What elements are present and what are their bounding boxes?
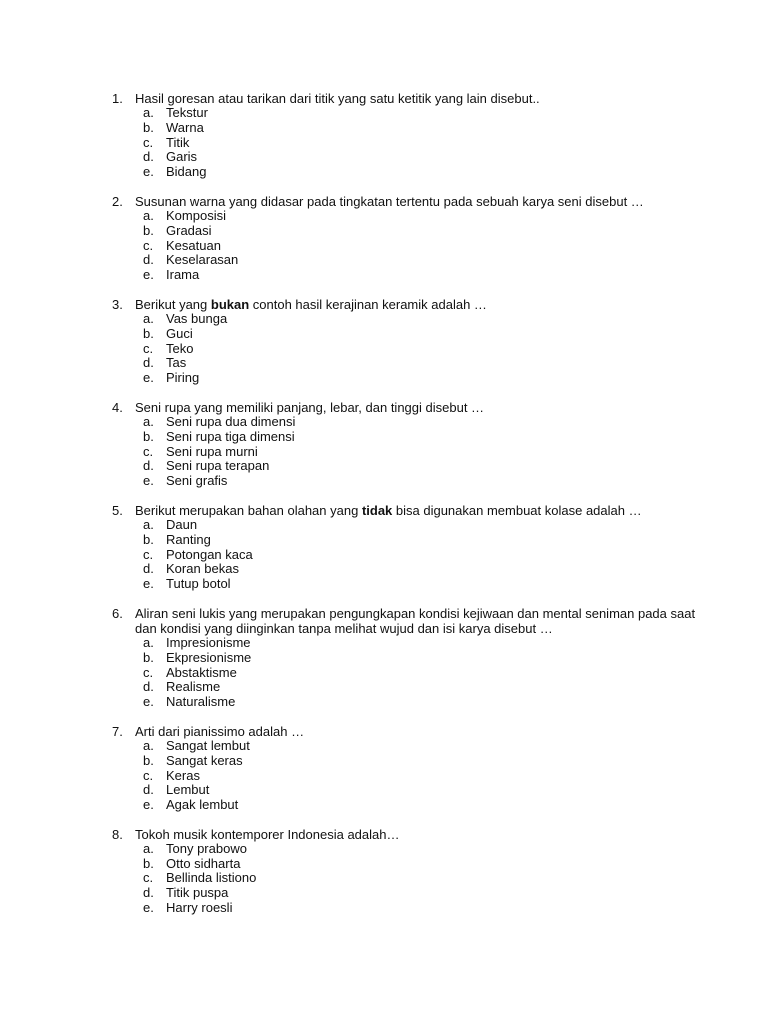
option-letter: e. — [143, 473, 154, 489]
question-text — [135, 297, 702, 312]
option-letter: a. — [143, 207, 154, 223]
answer-option — [143, 871, 702, 886]
option-text: Gradasi — [166, 222, 212, 238]
option-letter: e. — [143, 576, 154, 592]
question-item — [112, 297, 702, 386]
option-letter: b. — [143, 222, 154, 238]
option-list — [143, 106, 702, 180]
answer-option — [143, 783, 702, 798]
answer-option — [143, 415, 702, 430]
answer-option — [143, 739, 702, 754]
answer-option — [143, 356, 702, 371]
question-number: 2. — [112, 193, 123, 209]
option-text: Teko — [166, 340, 194, 356]
answer-option — [143, 474, 702, 489]
question-item — [112, 194, 702, 283]
option-text: Seni rupa dua dimensi — [166, 413, 296, 429]
option-text: Sangat keras — [166, 752, 243, 768]
question-number: 3. — [112, 296, 123, 312]
option-text: Titik — [166, 134, 190, 150]
option-letter: c. — [143, 237, 154, 253]
option-letter: c. — [143, 134, 154, 150]
option-letter: c. — [143, 664, 154, 680]
option-letter: c. — [143, 546, 154, 562]
question-text-part: Berikut yang — [135, 296, 211, 312]
option-letter: d. — [143, 252, 154, 268]
option-text: Komposisi — [166, 207, 226, 223]
question-text-part: bisa digunakan membuat kolase adalah … — [392, 502, 642, 518]
option-text: Tekstur — [166, 105, 208, 120]
option-letter: a. — [143, 105, 154, 120]
question-emphasis: bukan — [210, 296, 250, 312]
answer-option — [143, 886, 702, 901]
answer-option — [143, 562, 702, 577]
answer-option — [143, 666, 702, 681]
option-letter: b. — [143, 119, 154, 135]
option-text: Bidang — [166, 164, 207, 180]
question-item — [112, 724, 702, 813]
option-letter: e. — [143, 797, 154, 813]
question-line — [112, 400, 702, 415]
option-letter: c. — [143, 340, 154, 356]
question-text-part: Tokoh musik kontemporer Indonesia adalah… — [135, 826, 400, 842]
option-text: Lembut — [166, 782, 210, 798]
answer-option — [143, 136, 702, 151]
question-text — [135, 91, 702, 106]
question-text — [135, 400, 702, 415]
question-emphasis: tidak — [361, 502, 393, 518]
option-list — [143, 415, 702, 489]
option-text: Seni rupa tiga dimensi — [166, 428, 295, 444]
option-text: Seni rupa murni — [166, 443, 258, 459]
answer-option — [143, 312, 702, 327]
answer-option — [143, 209, 702, 224]
question-list — [112, 91, 702, 930]
question-number: 4. — [112, 399, 123, 415]
answer-option — [143, 518, 702, 533]
option-letter: e. — [143, 694, 154, 710]
option-letter: e. — [143, 370, 154, 386]
option-letter: b. — [143, 325, 154, 341]
option-text: Sangat lembut — [166, 737, 250, 753]
question-text-part: Aliran seni lukis yang merupakan pengungkapan kondisi kejiwaan dan mental seniman pada saat dan kondisi yang diinginkan tanpa melihat wujud dan isi karya disebut … — [135, 605, 696, 636]
option-letter: b. — [143, 531, 154, 547]
option-list — [143, 209, 702, 283]
option-text: Ekpresionisme — [166, 649, 252, 665]
option-text: Garis — [166, 149, 198, 165]
option-letter: d. — [143, 782, 154, 798]
option-text: Koran bekas — [166, 561, 239, 577]
question-text-part: Seni rupa yang memiliki panjang, lebar, dan tinggi disebut … — [135, 399, 485, 415]
question-item — [112, 91, 702, 180]
option-text: Keras — [166, 767, 200, 783]
question-item — [112, 827, 702, 916]
option-text: Guci — [166, 325, 193, 341]
question-text — [135, 827, 702, 842]
option-text: Seni grafis — [166, 473, 228, 489]
option-text: Vas bunga — [166, 310, 228, 326]
answer-option — [143, 150, 702, 165]
option-letter: c. — [143, 870, 154, 886]
question-line — [112, 606, 702, 636]
answer-option — [143, 680, 702, 695]
option-letter: e. — [143, 900, 154, 916]
answer-option — [143, 548, 702, 563]
option-text: Tutup botol — [166, 576, 231, 592]
answer-option — [143, 224, 702, 239]
option-letter: d. — [143, 561, 154, 577]
answer-option — [143, 268, 702, 283]
option-text: Piring — [166, 370, 200, 386]
answer-option — [143, 165, 702, 180]
question-item — [112, 503, 702, 592]
option-letter: e. — [143, 267, 154, 283]
question-number: 5. — [112, 502, 123, 518]
answer-option — [143, 857, 702, 872]
option-letter: a. — [143, 840, 154, 856]
option-letter: d. — [143, 885, 154, 901]
option-letter: d. — [143, 458, 154, 474]
option-text: Realisme — [166, 679, 221, 695]
option-text: Otto sidharta — [166, 855, 241, 871]
answer-option — [143, 327, 702, 342]
option-letter: a. — [143, 413, 154, 429]
option-text: Abstaktisme — [166, 664, 237, 680]
answer-option — [143, 239, 702, 254]
question-text-part: Arti dari pianissimo adalah … — [135, 723, 305, 739]
option-text: Kesatuan — [166, 237, 221, 253]
option-letter: c. — [143, 443, 154, 459]
option-text: Daun — [166, 516, 198, 532]
question-line — [112, 724, 702, 739]
question-text — [135, 606, 702, 636]
option-text: Potongan kaca — [166, 546, 253, 562]
question-number: 7. — [112, 723, 123, 739]
option-text: Harry roesli — [166, 900, 233, 916]
option-letter: b. — [143, 752, 154, 768]
question-item — [112, 400, 702, 489]
option-letter: a. — [143, 516, 154, 532]
option-list — [143, 842, 702, 916]
option-letter: a. — [143, 634, 154, 650]
answer-option — [143, 459, 702, 474]
question-text — [135, 724, 702, 739]
option-text: Tas — [166, 355, 187, 371]
answer-option — [143, 901, 702, 916]
option-text: Naturalisme — [166, 694, 236, 710]
option-text: Irama — [166, 267, 200, 283]
question-text-part: Hasil goresan atau tarikan dari titik yang satu ketitik yang lain disebut.. — [135, 91, 540, 106]
option-letter: a. — [143, 310, 154, 326]
question-line — [112, 194, 702, 209]
answer-option — [143, 798, 702, 813]
answer-option — [143, 695, 702, 710]
question-text-part: contoh hasil kerajinan keramik adalah … — [249, 296, 487, 312]
question-number: 6. — [112, 605, 123, 621]
answer-option — [143, 636, 702, 651]
option-text: Agak lembut — [166, 797, 239, 813]
question-text — [135, 503, 702, 518]
answer-option — [143, 842, 702, 857]
answer-option — [143, 430, 702, 445]
answer-option — [143, 577, 702, 592]
option-letter: b. — [143, 649, 154, 665]
answer-option — [143, 651, 702, 666]
option-text: Keselarasan — [166, 252, 239, 268]
answer-option — [143, 769, 702, 784]
option-list — [143, 312, 702, 386]
question-line — [112, 297, 702, 312]
option-letter: c. — [143, 767, 154, 783]
option-text: Impresionisme — [166, 634, 251, 650]
answer-option — [143, 342, 702, 357]
answer-option — [143, 121, 702, 136]
answer-option — [143, 253, 702, 268]
question-text — [135, 194, 702, 209]
answer-option — [143, 106, 702, 121]
option-letter: d. — [143, 355, 154, 371]
option-text: Tony prabowo — [166, 840, 247, 856]
question-line — [112, 503, 702, 518]
option-text: Ranting — [166, 531, 211, 547]
answer-option — [143, 445, 702, 460]
answer-option — [143, 371, 702, 386]
option-letter: e. — [143, 164, 154, 180]
option-letter: b. — [143, 855, 154, 871]
question-number: 8. — [112, 826, 123, 842]
answer-option — [143, 533, 702, 548]
question-item — [112, 606, 702, 710]
option-list — [143, 636, 702, 710]
question-line — [112, 91, 702, 106]
option-text: Warna — [166, 119, 204, 135]
option-list — [143, 739, 702, 813]
option-text: Titik puspa — [166, 885, 229, 901]
question-number: 1. — [112, 91, 123, 106]
question-line — [112, 827, 702, 842]
option-letter: b. — [143, 428, 154, 444]
question-text-part: Susunan warna yang didasar pada tingkatan tertentu pada sebuah karya seni disebut … — [135, 193, 644, 209]
option-letter: d. — [143, 679, 154, 695]
option-text: Bellinda listiono — [166, 870, 257, 886]
question-text-part: Berikut merupakan bahan olahan yang — [135, 502, 362, 518]
option-text: Seni rupa terapan — [166, 458, 270, 474]
option-list — [143, 518, 702, 592]
option-letter: d. — [143, 149, 154, 165]
answer-option — [143, 754, 702, 769]
option-letter: a. — [143, 737, 154, 753]
